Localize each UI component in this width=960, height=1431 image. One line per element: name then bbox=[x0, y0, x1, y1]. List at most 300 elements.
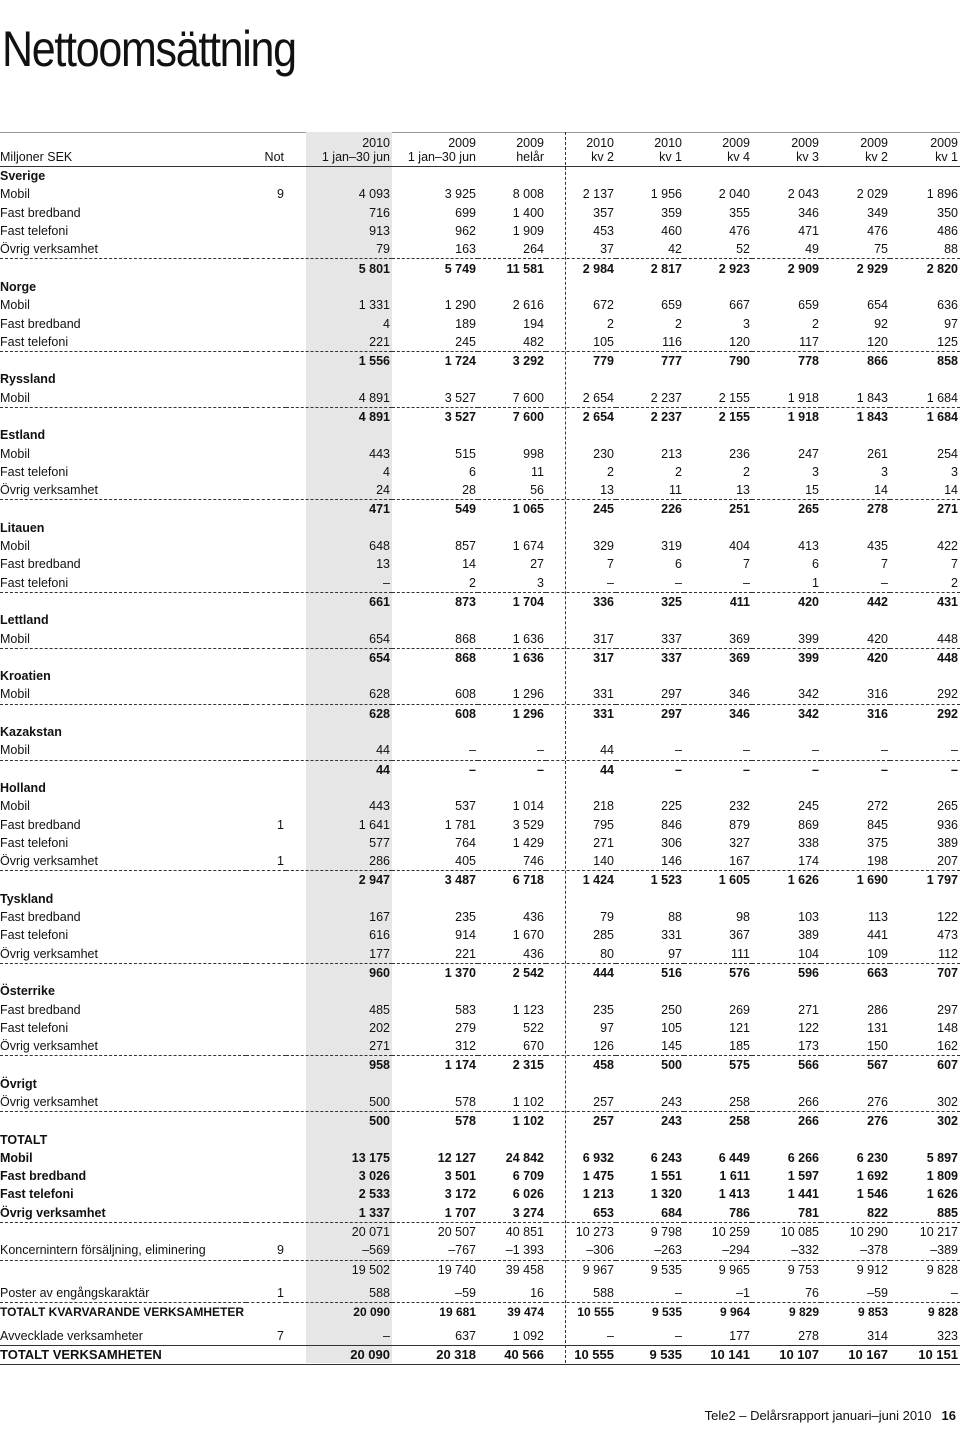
value-cell: 44 bbox=[376, 743, 390, 758]
value-cell: 4 093 bbox=[358, 187, 390, 202]
value-cell bbox=[392, 278, 478, 296]
note-cell bbox=[246, 1112, 286, 1131]
value-cell: 9 965 bbox=[684, 1260, 752, 1279]
value-cell: 269 bbox=[729, 1002, 750, 1017]
value-cell bbox=[821, 519, 890, 537]
value-cell: 1 636 bbox=[512, 631, 544, 646]
value-cell: 3 bbox=[881, 464, 888, 479]
value-cell bbox=[286, 1075, 392, 1093]
value-cell: 2 043 bbox=[787, 187, 819, 202]
value-cell: –569 bbox=[362, 1243, 390, 1258]
value-cell: 1 370 bbox=[392, 963, 478, 982]
value-cell: 375 bbox=[867, 835, 888, 850]
row-label: Lettland bbox=[0, 613, 49, 628]
value-cell: 279 bbox=[455, 1020, 476, 1035]
column-header bbox=[752, 132, 821, 167]
value-cell: 1 475 bbox=[582, 1169, 614, 1184]
value-cell: 112 bbox=[938, 946, 958, 961]
value-cell: 471 bbox=[798, 224, 819, 239]
column-header-year: 2010 bbox=[654, 136, 682, 150]
value-cell: 958 bbox=[286, 1056, 392, 1075]
value-cell: 1 092 bbox=[512, 1328, 544, 1343]
value-cell bbox=[286, 611, 392, 629]
value-cell: 346 bbox=[729, 687, 750, 702]
value-cell: 873 bbox=[392, 592, 478, 611]
value-cell: 235 bbox=[593, 1002, 614, 1017]
value-cell: 2 984 bbox=[546, 259, 616, 278]
value-cell: 9 798 bbox=[616, 1222, 684, 1241]
section-heading-row bbox=[0, 611, 960, 629]
value-cell: 486 bbox=[937, 224, 958, 239]
value-cell bbox=[684, 890, 752, 908]
value-cell bbox=[752, 1130, 821, 1148]
value-cell: –1 393 bbox=[505, 1243, 544, 1258]
value-cell: 10 259 bbox=[684, 1222, 752, 1241]
value-cell: 583 bbox=[455, 1002, 476, 1017]
value-cell: 2 654 bbox=[546, 407, 616, 426]
value-cell bbox=[478, 667, 546, 685]
value-cell: 648 bbox=[369, 539, 390, 554]
value-cell: 1 337 bbox=[358, 1205, 390, 1220]
value-cell: 482 bbox=[523, 334, 544, 349]
column-header bbox=[890, 132, 960, 167]
value-cell: 436 bbox=[523, 910, 544, 925]
table-row bbox=[0, 204, 960, 222]
value-cell: 75 bbox=[874, 242, 888, 257]
value-cell bbox=[478, 370, 546, 388]
value-cell bbox=[546, 519, 616, 537]
column-header-period: Not bbox=[264, 150, 284, 164]
value-cell bbox=[616, 370, 684, 388]
note-cell bbox=[246, 240, 286, 259]
value-cell: 202 bbox=[369, 1020, 390, 1035]
value-cell: 3 bbox=[743, 316, 750, 331]
value-cell: 80 bbox=[600, 946, 614, 961]
note-cell bbox=[246, 259, 286, 278]
row-label: Fast bredband bbox=[0, 910, 81, 925]
row-label bbox=[0, 500, 246, 519]
row-label: Mobil bbox=[0, 743, 30, 758]
note-cell bbox=[246, 463, 286, 481]
value-cell: 11 bbox=[669, 483, 682, 498]
row-label bbox=[0, 592, 246, 611]
note-cell bbox=[246, 167, 286, 186]
value-cell bbox=[890, 426, 960, 444]
row-label: Mobil bbox=[0, 799, 30, 814]
value-cell: 458 bbox=[546, 1056, 616, 1075]
note-cell bbox=[246, 667, 286, 685]
value-cell: 422 bbox=[937, 539, 958, 554]
value-cell: 2 237 bbox=[616, 407, 684, 426]
value-cell: 265 bbox=[937, 799, 958, 814]
row-label: Fast telefoni bbox=[0, 575, 69, 590]
note-cell bbox=[246, 1167, 286, 1185]
row-label bbox=[0, 871, 246, 890]
value-cell: 292 bbox=[890, 704, 960, 723]
column-header-period: kv 3 bbox=[796, 150, 819, 164]
section-heading-row bbox=[0, 779, 960, 797]
note-cell bbox=[246, 1185, 286, 1203]
table-row bbox=[0, 685, 960, 704]
section-heading-row bbox=[0, 167, 960, 186]
value-cell bbox=[752, 982, 821, 1000]
value-cell: 44 bbox=[600, 743, 614, 758]
value-cell: 16 bbox=[530, 1285, 544, 1300]
value-cell bbox=[286, 1130, 392, 1148]
value-cell bbox=[684, 426, 752, 444]
value-cell: –332 bbox=[791, 1243, 819, 1258]
value-cell: 960 bbox=[286, 963, 392, 982]
value-cell: 349 bbox=[867, 205, 888, 220]
column-header-year: 2009 bbox=[448, 136, 476, 150]
table-row bbox=[0, 1019, 960, 1037]
note-cell: 9 bbox=[277, 1243, 284, 1258]
value-cell: 1 909 bbox=[512, 224, 544, 239]
value-cell: 10 555 bbox=[546, 1345, 616, 1364]
note-cell bbox=[246, 1075, 286, 1093]
value-cell: 97 bbox=[600, 1020, 614, 1035]
note-cell bbox=[246, 1019, 286, 1037]
row-label: Mobil bbox=[0, 631, 30, 646]
column-header-year bbox=[246, 136, 284, 150]
value-cell: 4 891 bbox=[286, 407, 392, 426]
value-cell bbox=[684, 723, 752, 741]
value-cell: 316 bbox=[867, 687, 888, 702]
value-cell: 297 bbox=[616, 704, 684, 723]
value-cell: 257 bbox=[593, 1094, 614, 1109]
section-heading-row bbox=[0, 1130, 960, 1148]
value-cell: 2 bbox=[469, 575, 476, 590]
column-header bbox=[546, 132, 616, 167]
column-header-period: helår bbox=[516, 150, 544, 164]
row-label: Övrig verksamhet bbox=[0, 242, 98, 257]
subtotal-row bbox=[0, 1303, 960, 1322]
value-cell: 1 674 bbox=[512, 539, 544, 554]
note-cell bbox=[246, 704, 286, 723]
row-label: Övrig verksamhet bbox=[0, 1039, 98, 1054]
value-cell: 444 bbox=[546, 963, 616, 982]
value-cell: 607 bbox=[890, 1056, 960, 1075]
value-cell: 637 bbox=[455, 1328, 476, 1343]
note-cell bbox=[246, 333, 286, 352]
value-cell: 1 626 bbox=[926, 1187, 958, 1202]
value-cell: 297 bbox=[661, 687, 682, 702]
value-cell: 9 535 bbox=[616, 1345, 684, 1364]
value-cell: 577 bbox=[369, 835, 390, 850]
value-cell: – bbox=[675, 575, 682, 590]
row-label bbox=[0, 407, 246, 426]
row-label: Övrig verksamhet bbox=[0, 483, 98, 498]
value-cell: 1 523 bbox=[616, 871, 684, 890]
value-cell: 9 828 bbox=[890, 1260, 960, 1279]
value-cell: 12 127 bbox=[437, 1150, 476, 1165]
note-cell bbox=[246, 204, 286, 222]
value-cell bbox=[821, 370, 890, 388]
value-cell: 331 bbox=[593, 687, 614, 702]
value-cell: 6 026 bbox=[512, 1187, 544, 1202]
value-cell: 148 bbox=[937, 1020, 958, 1035]
value-cell bbox=[684, 167, 752, 186]
row-label: Poster av engångskaraktär bbox=[0, 1285, 150, 1300]
value-cell: 5 801 bbox=[286, 259, 392, 278]
value-cell bbox=[890, 1075, 960, 1093]
value-cell: 271 bbox=[593, 835, 614, 850]
value-cell bbox=[821, 982, 890, 1000]
value-cell: 868 bbox=[392, 648, 478, 667]
note-cell bbox=[246, 314, 286, 332]
value-cell bbox=[392, 982, 478, 1000]
row-label: Mobil bbox=[0, 446, 30, 461]
page-title: Nettoomsättning bbox=[2, 21, 296, 77]
value-cell: 10 290 bbox=[821, 1222, 890, 1241]
note-cell bbox=[246, 222, 286, 240]
value-cell bbox=[392, 167, 478, 186]
value-cell: 778 bbox=[752, 351, 821, 370]
value-cell bbox=[546, 1130, 616, 1148]
table-row bbox=[0, 537, 960, 555]
value-cell bbox=[684, 779, 752, 797]
value-cell bbox=[752, 1075, 821, 1093]
value-cell: 684 bbox=[661, 1205, 682, 1220]
value-cell: 998 bbox=[523, 446, 544, 461]
value-cell bbox=[616, 519, 684, 537]
value-cell bbox=[546, 1075, 616, 1093]
value-cell: 221 bbox=[369, 334, 390, 349]
value-cell: 261 bbox=[867, 446, 888, 461]
value-cell: 435 bbox=[867, 539, 888, 554]
note-cell bbox=[246, 908, 286, 926]
value-cell: 443 bbox=[369, 446, 390, 461]
value-cell: 1 843 bbox=[821, 407, 890, 426]
column-header-year: 2009 bbox=[516, 136, 544, 150]
value-cell: 3 274 bbox=[512, 1205, 544, 1220]
row-label: Tyskland bbox=[0, 891, 54, 906]
value-cell: 103 bbox=[798, 910, 819, 925]
value-cell bbox=[752, 426, 821, 444]
value-cell bbox=[478, 779, 546, 797]
note-cell bbox=[246, 1000, 286, 1018]
column-header-period: kv 1 bbox=[659, 150, 682, 164]
subtotal-row bbox=[0, 760, 960, 779]
row-label: Kroatien bbox=[0, 669, 51, 684]
value-cell: 7 bbox=[607, 557, 614, 572]
value-cell bbox=[478, 426, 546, 444]
table-row bbox=[0, 240, 960, 259]
subtotal-row bbox=[0, 259, 960, 278]
value-cell: 276 bbox=[867, 1094, 888, 1109]
value-cell: 795 bbox=[593, 817, 614, 832]
value-cell: 1 296 bbox=[478, 704, 546, 723]
row-label: Fast bredband bbox=[0, 557, 81, 572]
value-cell: 79 bbox=[600, 910, 614, 925]
value-cell: 436 bbox=[523, 946, 544, 961]
value-cell bbox=[684, 278, 752, 296]
value-cell bbox=[546, 167, 616, 186]
value-cell: 250 bbox=[661, 1002, 682, 1017]
value-cell: 245 bbox=[798, 799, 819, 814]
value-cell: 150 bbox=[867, 1039, 888, 1054]
value-cell: 1 bbox=[812, 575, 819, 590]
value-cell: 399 bbox=[752, 648, 821, 667]
value-cell: 485 bbox=[369, 1002, 390, 1017]
value-cell: 4 bbox=[383, 464, 390, 479]
value-cell: 699 bbox=[455, 205, 476, 220]
value-cell: – bbox=[537, 743, 544, 758]
row-label: TOTALT KVARVARANDE VERKSAMHETER bbox=[0, 1303, 246, 1322]
value-cell: 1 551 bbox=[650, 1169, 682, 1184]
value-cell: 522 bbox=[523, 1020, 544, 1035]
value-cell: 13 bbox=[376, 557, 390, 572]
value-cell: 104 bbox=[798, 946, 819, 961]
value-cell: –306 bbox=[586, 1243, 614, 1258]
value-cell: 885 bbox=[937, 1205, 958, 1220]
value-cell: 131 bbox=[867, 1020, 888, 1035]
value-cell: 6 709 bbox=[512, 1169, 544, 1184]
row-label: Övrig verksamhet bbox=[0, 1205, 106, 1220]
value-cell: 306 bbox=[661, 835, 682, 850]
note-cell bbox=[246, 611, 286, 629]
value-cell: 88 bbox=[944, 242, 958, 257]
value-cell bbox=[392, 667, 478, 685]
row-label: Fast telefoni bbox=[0, 224, 69, 239]
value-cell: 441 bbox=[867, 928, 888, 943]
value-cell: 6 230 bbox=[856, 1150, 888, 1165]
value-cell: 2 315 bbox=[478, 1056, 546, 1075]
value-cell: 125 bbox=[937, 334, 958, 349]
value-cell: 616 bbox=[369, 928, 390, 943]
value-cell bbox=[684, 667, 752, 685]
value-cell: 500 bbox=[369, 1094, 390, 1109]
column-header bbox=[821, 132, 890, 167]
value-cell: –767 bbox=[448, 1243, 476, 1258]
value-cell: 251 bbox=[684, 500, 752, 519]
value-cell bbox=[478, 1075, 546, 1093]
value-cell: 230 bbox=[593, 446, 614, 461]
value-cell: 79 bbox=[376, 242, 390, 257]
value-cell: 292 bbox=[937, 687, 958, 702]
value-cell bbox=[286, 779, 392, 797]
value-cell: 389 bbox=[937, 835, 958, 850]
value-cell: 2 bbox=[812, 316, 819, 331]
value-cell: 285 bbox=[593, 928, 614, 943]
value-cell: 588 bbox=[369, 1285, 390, 1300]
value-cell: – bbox=[469, 743, 476, 758]
note-cell bbox=[246, 890, 286, 908]
row-label: Mobil bbox=[0, 298, 30, 313]
value-cell: 654 bbox=[369, 631, 390, 646]
grand-total-row bbox=[0, 1345, 960, 1364]
value-cell: 460 bbox=[661, 224, 682, 239]
value-cell: – bbox=[383, 575, 390, 590]
value-cell: 3 527 bbox=[392, 407, 478, 426]
value-cell: 1 320 bbox=[650, 1187, 682, 1202]
value-cell: 265 bbox=[752, 500, 821, 519]
value-cell bbox=[821, 426, 890, 444]
value-cell: 1 684 bbox=[926, 390, 958, 405]
value-cell: – bbox=[607, 575, 614, 590]
value-cell: 596 bbox=[752, 963, 821, 982]
value-cell bbox=[684, 1075, 752, 1093]
value-cell: 13 bbox=[600, 483, 614, 498]
value-cell: 236 bbox=[729, 446, 750, 461]
value-cell: 914 bbox=[455, 928, 476, 943]
value-cell: 10 141 bbox=[684, 1345, 752, 1364]
value-cell: 97 bbox=[944, 316, 958, 331]
row-label: Koncernintern försäljning, eliminering bbox=[0, 1243, 206, 1258]
value-cell: 13 bbox=[736, 483, 750, 498]
value-cell: 628 bbox=[286, 704, 392, 723]
value-cell: 19 502 bbox=[286, 1260, 392, 1279]
value-cell: 88 bbox=[668, 910, 682, 925]
value-cell bbox=[890, 167, 960, 186]
value-cell: 355 bbox=[729, 205, 750, 220]
value-cell: 654 bbox=[286, 648, 392, 667]
value-cell: 337 bbox=[616, 648, 684, 667]
value-cell: 879 bbox=[729, 817, 750, 832]
value-cell: 9 535 bbox=[616, 1303, 684, 1322]
value-cell: 98 bbox=[736, 910, 750, 925]
value-cell: 117 bbox=[799, 334, 819, 349]
note-cell: 9 bbox=[277, 187, 284, 202]
value-cell: 337 bbox=[661, 631, 682, 646]
note-cell bbox=[246, 1056, 286, 1075]
value-cell: 9 828 bbox=[890, 1303, 960, 1322]
row-label: TOTALT VERKSAMHETEN bbox=[0, 1345, 246, 1364]
row-label: Fast telefoni bbox=[0, 334, 69, 349]
table-row bbox=[0, 555, 960, 573]
value-cell: 257 bbox=[546, 1112, 616, 1131]
subtotal-row bbox=[0, 1112, 960, 1131]
value-cell: 500 bbox=[616, 1056, 684, 1075]
value-cell: 9 964 bbox=[684, 1303, 752, 1322]
value-cell: 323 bbox=[937, 1328, 958, 1343]
value-cell: 346 bbox=[684, 704, 752, 723]
subtotal-row bbox=[0, 351, 960, 370]
value-cell: 1 441 bbox=[787, 1187, 819, 1202]
row-label: Fast telefoni bbox=[0, 1020, 69, 1035]
value-cell: 1 290 bbox=[444, 298, 476, 313]
value-cell: 331 bbox=[661, 928, 682, 943]
value-cell bbox=[684, 519, 752, 537]
value-cell bbox=[616, 779, 684, 797]
value-cell bbox=[821, 167, 890, 186]
note-cell bbox=[246, 537, 286, 555]
value-cell: 420 bbox=[867, 631, 888, 646]
value-cell: 6 bbox=[812, 557, 819, 572]
table-row bbox=[0, 797, 960, 815]
note-cell bbox=[246, 926, 286, 944]
value-cell: 49 bbox=[805, 242, 819, 257]
table-row bbox=[0, 741, 960, 760]
value-cell: 111 bbox=[730, 946, 750, 961]
value-cell: 14 bbox=[462, 557, 476, 572]
column-header bbox=[0, 132, 246, 167]
value-cell: 2 bbox=[607, 316, 614, 331]
value-cell: 2 bbox=[675, 316, 682, 331]
value-cell: –389 bbox=[930, 1243, 958, 1258]
value-cell: 10 107 bbox=[752, 1345, 821, 1364]
value-cell bbox=[752, 278, 821, 296]
value-cell: 1 429 bbox=[512, 835, 544, 850]
value-cell: 145 bbox=[661, 1039, 682, 1054]
value-cell bbox=[616, 167, 684, 186]
table-header bbox=[0, 132, 960, 167]
value-cell bbox=[684, 982, 752, 1000]
value-cell bbox=[890, 982, 960, 1000]
value-cell: 317 bbox=[546, 648, 616, 667]
value-cell: 14 bbox=[874, 483, 888, 498]
value-cell: 19 681 bbox=[392, 1303, 478, 1322]
